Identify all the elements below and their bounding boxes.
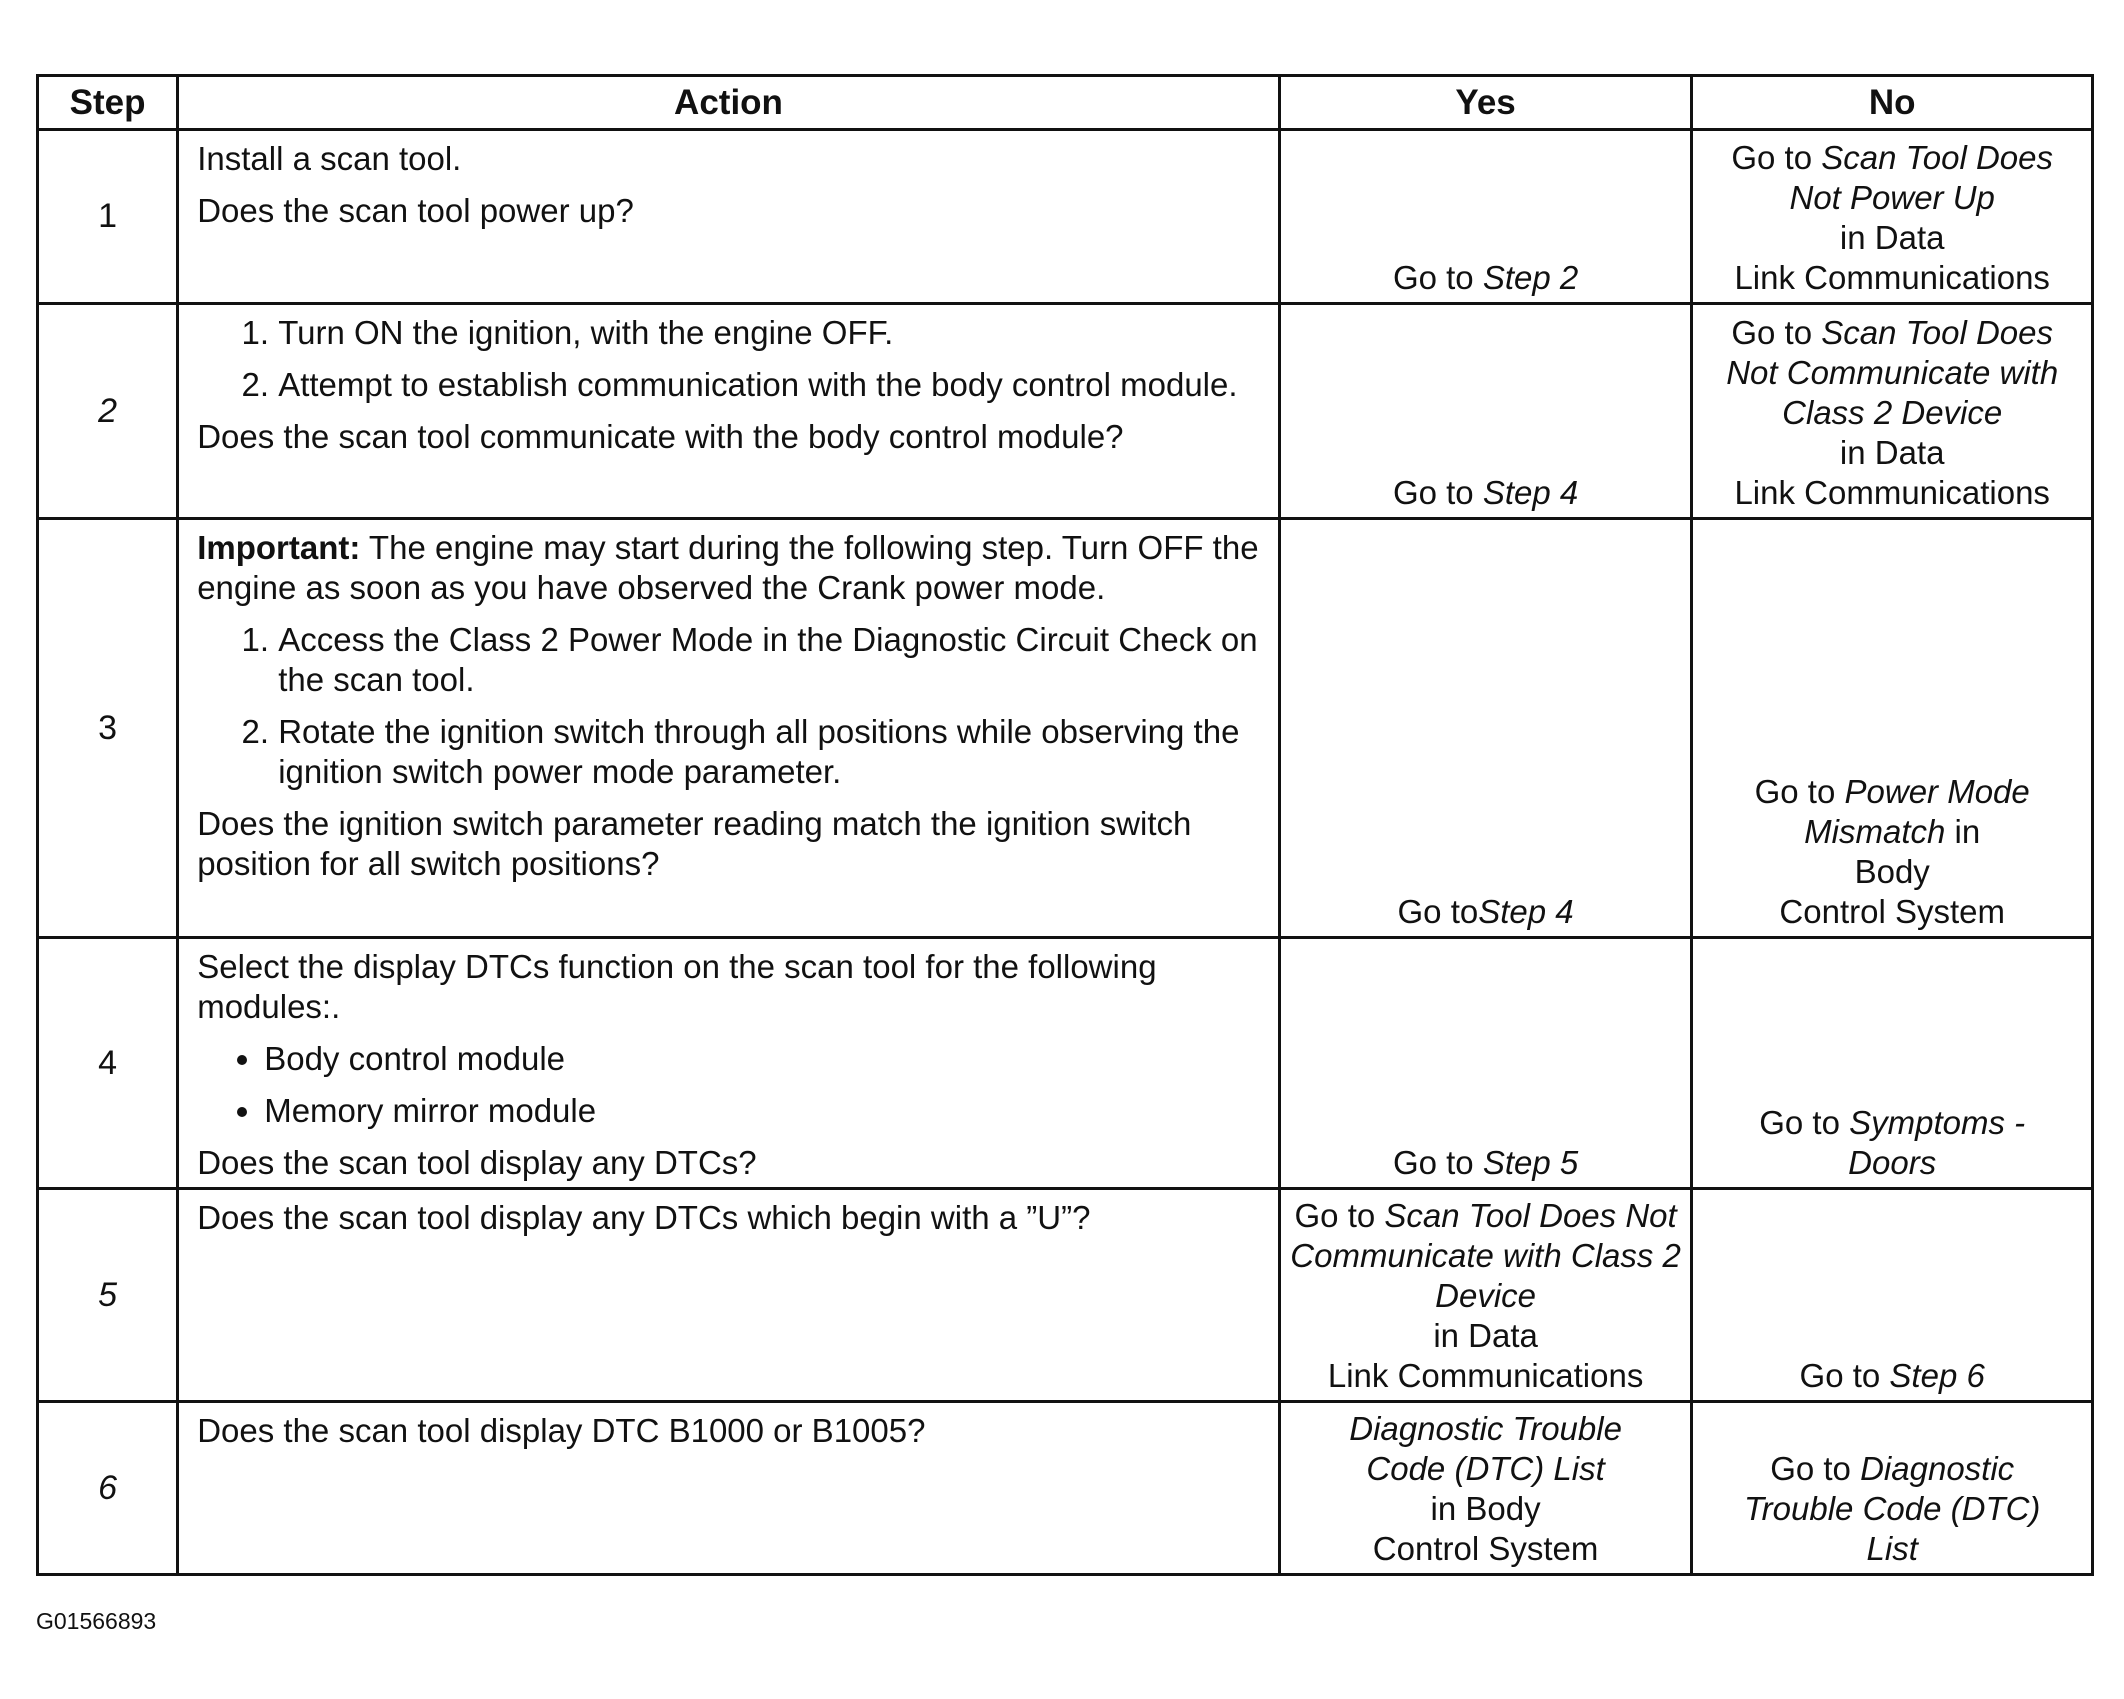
important-text: The engine may start during the following step. Turn OFF the engine as soon as you have observed the Crank power mode. <box>197 529 1259 606</box>
yes-link[interactable]: Step 4 <box>1482 474 1579 511</box>
table-header-row <box>38 76 2093 130</box>
no-prefix: Go to <box>1754 773 1845 810</box>
header-action: Action <box>178 76 1280 130</box>
yes-line3: in Data <box>1433 1317 1538 1354</box>
step-number: 5 <box>38 1189 178 1402</box>
yes-link[interactable]: Step 4 <box>1478 893 1574 930</box>
no-cell <box>1692 304 2093 519</box>
no-line4: Link Communications <box>1734 259 2050 296</box>
yes-link[interactable]: Diagnostic Trouble Code (DTC) List <box>1349 1410 1622 1487</box>
action-cell <box>178 938 1280 1189</box>
header-no: No <box>1692 76 2093 130</box>
table-row <box>38 1189 2093 1402</box>
no-cell <box>1692 1189 2093 1402</box>
no-prefix: Go to <box>1799 1357 1890 1394</box>
no-link[interactable]: Scan Tool Does Not Power Up <box>1789 139 2054 216</box>
table-row <box>38 938 2093 1189</box>
action-cell <box>178 1402 1280 1575</box>
no-prefix: Go to <box>1770 1450 1861 1487</box>
table-row <box>38 519 2093 938</box>
yes-cell <box>1279 1189 1692 1402</box>
no-prefix: Go to <box>1731 139 1822 176</box>
action-step-item: 1. Access the Class 2 Power Mode in the Diagnostic Circuit Check on the scan tool. <box>278 620 1264 700</box>
table-row <box>38 1402 2093 1575</box>
no-line3: Body <box>1854 853 1930 890</box>
yes-prefix: Go to <box>1392 1144 1483 1181</box>
yes-cell <box>1279 130 1692 304</box>
yes-line3: in Body <box>1430 1490 1541 1527</box>
no-cell <box>1692 938 2093 1189</box>
no-link[interactable]: Power Mode Mismatch <box>1804 773 2030 850</box>
step-number: 1 <box>38 130 178 304</box>
no-link[interactable]: Symptoms - Doors <box>1848 1104 2026 1181</box>
yes-link[interactable]: Scan Tool Does Not Communicate with Class 2 Device <box>1290 1197 1681 1314</box>
step-number: 6 <box>38 1402 178 1575</box>
action-question: Does the scan tool display any DTCs? <box>197 1144 757 1181</box>
list-item: • Body control module <box>264 1039 1264 1079</box>
yes-cell <box>1279 938 1692 1189</box>
action-text: Select the display DTCs function on the scan tool for the following modules:. <box>197 948 1157 1025</box>
no-prefix: Go to <box>1731 314 1822 351</box>
action-text: Install a scan tool. <box>197 140 462 177</box>
yes-line4: Control System <box>1372 1530 1599 1567</box>
action-question: Does the ignition switch parameter reading match the ignition switch position for all switch positions? <box>197 805 1192 882</box>
header-step: Step <box>38 76 178 130</box>
action-question: Does the scan tool display any DTCs which begin with a ”U”? <box>197 1199 1091 1236</box>
no-line3: in Data <box>1839 219 1945 256</box>
no-cell <box>1692 130 2093 304</box>
list-item: • Memory mirror module <box>264 1091 1264 1131</box>
action-cell <box>178 130 1280 304</box>
table-row <box>38 130 2093 304</box>
figure-id: G01566893 <box>36 1608 157 1634</box>
step-number: 3 <box>38 519 178 938</box>
header-yes: Yes <box>1279 76 1692 130</box>
no-line4: Control System <box>1779 893 2005 930</box>
no-line3: in Data <box>1839 434 1945 471</box>
no-suffix: in <box>1945 813 1981 850</box>
action-cell <box>178 304 1280 519</box>
yes-prefix: Go to <box>1392 259 1483 296</box>
yes-link[interactable]: Step 2 <box>1482 259 1579 296</box>
no-cell <box>1692 1402 2093 1575</box>
yes-prefix: Go to <box>1392 474 1483 511</box>
yes-line4: Link Communications <box>1327 1357 1644 1394</box>
action-step-item: 2. Attempt to establish communication with the body control module. <box>278 365 1264 405</box>
diagnostic-table <box>36 74 2094 1576</box>
action-step-item: 2. Rotate the ignition switch through all positions while observing the ignition switch power mode parameter. <box>278 712 1264 792</box>
table-row <box>38 304 2093 519</box>
no-line4: Link Communications <box>1734 474 2050 511</box>
step-number: 2 <box>38 304 178 519</box>
yes-prefix: Go to <box>1397 893 1479 930</box>
action-question: Does the scan tool power up? <box>197 192 634 229</box>
action-question: Does the scan tool communicate with the body control module? <box>197 418 1124 455</box>
yes-cell <box>1279 1402 1692 1575</box>
step-number: 4 <box>38 938 178 1189</box>
yes-cell <box>1279 519 1692 938</box>
no-cell <box>1692 519 2093 938</box>
yes-link[interactable]: Step 5 <box>1482 1144 1579 1181</box>
important-label: Important: <box>197 529 361 566</box>
action-question: Does the scan tool display DTC B1000 or B1005? <box>197 1412 926 1449</box>
action-steps-list <box>197 313 1264 405</box>
yes-prefix: Go to <box>1294 1197 1385 1234</box>
module-list <box>197 1039 1264 1131</box>
action-cell <box>178 519 1280 938</box>
action-step-item: 1. Turn ON the ignition, with the engine OFF. <box>278 313 1264 353</box>
action-cell <box>178 1189 1280 1402</box>
no-link[interactable]: Step 6 <box>1889 1357 1985 1394</box>
yes-cell <box>1279 304 1692 519</box>
important-note <box>197 528 1264 608</box>
no-link[interactable]: Diagnostic Trouble Code (DTC) List <box>1743 1450 2041 1567</box>
action-steps-list <box>197 620 1264 792</box>
no-prefix: Go to <box>1759 1104 1850 1141</box>
no-link[interactable]: Scan Tool Does Not Communicate with Class 2 Device <box>1726 314 2059 431</box>
